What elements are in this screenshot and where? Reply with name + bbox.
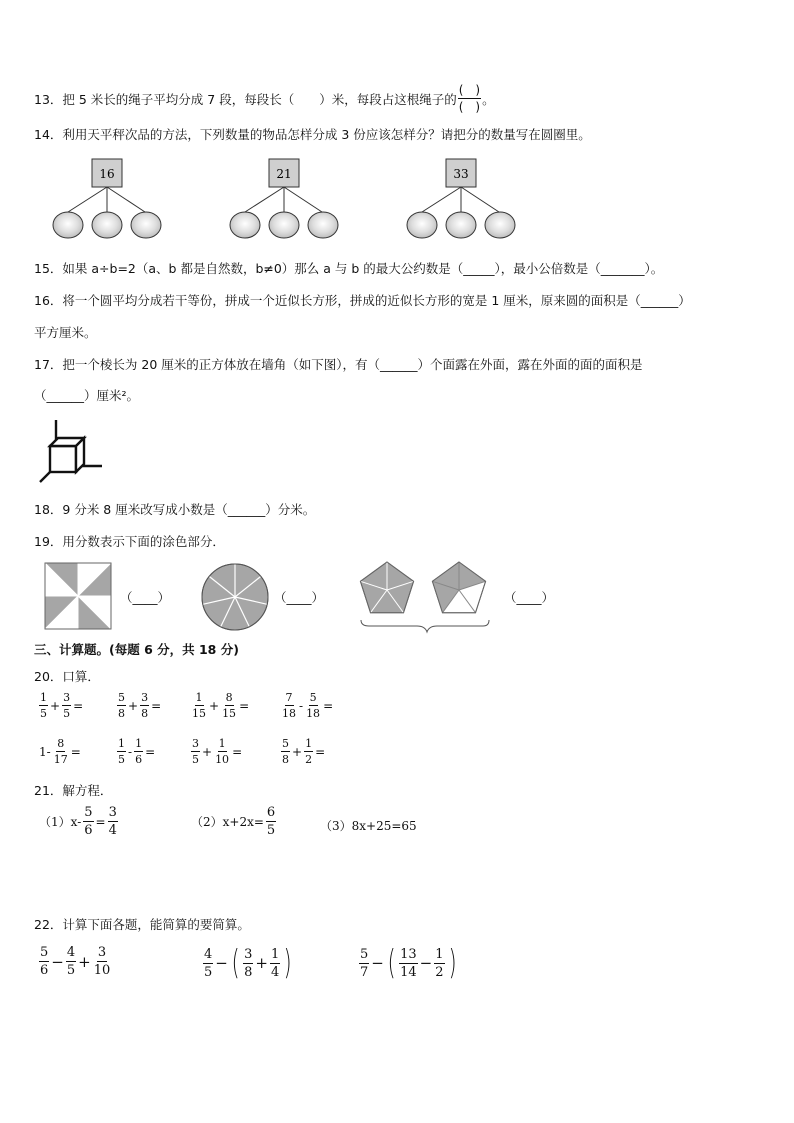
expression-1: $\frac{5}{6}$ − $\frac{4}{5}$ + $\frac{3}{10}$ (40, 945, 111, 978)
oral-calc-item: $\frac{5}{8}$ + $\frac{1}{2}$ = (282, 737, 326, 766)
tree-label: 21 (276, 167, 292, 181)
answer-circle[interactable] (269, 212, 299, 238)
answer-circle[interactable] (485, 212, 515, 238)
shaded-square-figure (44, 562, 112, 630)
answer-circle[interactable] (230, 212, 260, 238)
oral-calc-item: $\frac{5}{8}$ + $\frac{3}{8}$ = (118, 691, 162, 720)
question-20-text: 20．口算． (34, 669, 100, 684)
tree-label: 33 (453, 167, 469, 181)
answer-circle[interactable] (446, 212, 476, 238)
shaded-circle-figure (200, 562, 270, 632)
question-14-text: 14．利用天平秤次品的方法，下列数量的物品怎样分成 3 份应该怎样分？请把分的数量写在圆圈里。 (34, 127, 591, 142)
tree-33 (407, 159, 515, 238)
oral-calc-item: $\frac{1}{5}$ - $\frac{1}{6}$ = (118, 737, 156, 766)
oral-calc-item: $\frac{1}{15}$ + $\frac{8}{15}$ = (192, 691, 250, 720)
question-13: 13．把 5 米长的绳子平均分成 7 段，每段长（ ）米，每段占这根绳子的 $\frac{( )}{( )}$ 。 (34, 83, 495, 114)
answer-blank-2[interactable]: （____） (274, 590, 325, 605)
balance-trees-figure (40, 154, 540, 244)
answer-circle[interactable] (92, 212, 122, 238)
oral-calc-item: $\frac{3}{5}$ + $\frac{1}{10}$ = (192, 737, 243, 766)
section-3-title: 三、计算题。(每题 6 分，共 18 分) (34, 642, 239, 657)
cube-in-corner-figure (38, 420, 108, 484)
answer-blank-1[interactable]: （____） (120, 590, 171, 605)
tree-label: 16 (99, 167, 115, 181)
grouping-brace (361, 620, 489, 632)
question-18-text: 18．9 分米 8 厘米改写成小数是（______）分米。 (34, 502, 316, 517)
question-16-line1: 16．将一个圆平均分成若干等份，拼成一个近似长方形，拼成的近似长方形的宽是 1 厘米，原来圆的面积是（______） (34, 293, 691, 308)
expression-3: $\frac{5}{7}$ − ( $\frac{13}{14}$ − $\frac{1}{2}$ ) (360, 943, 457, 983)
question-17-line2: （______）厘米²。 (34, 388, 140, 403)
right-paren: ) (283, 943, 292, 983)
question-19-text: 19．用分数表示下面的涂色部分． (34, 534, 225, 549)
shaded-pentagons-figure (355, 560, 495, 634)
right-paren: ) (448, 943, 457, 983)
oral-calc-item: 1- $\frac{8}{17}$ = (39, 737, 81, 766)
equation-3: （3）8x+25=65 (320, 819, 417, 833)
answer-circle[interactable] (308, 212, 338, 238)
answer-blank-3[interactable]: （____） (504, 590, 555, 605)
equation-1: （1）x- $\frac{5}{6}$ = $\frac{3}{4}$ (39, 805, 117, 838)
tree-21 (230, 159, 338, 238)
expression-2: $\frac{4}{5}$ − ( $\frac{3}{8}$ + $\frac{1}{4}$ ) (204, 943, 292, 983)
answer-circle[interactable] (407, 212, 437, 238)
equation-2: （2）x+2x= $\frac{6}{5}$ (191, 805, 276, 838)
tree-16 (53, 159, 161, 238)
question-13-text: 13．把 5 米长的绳子平均分成 7 段，每段长（ ）米，每段占这根绳子的 (34, 91, 457, 107)
answer-circle[interactable] (131, 212, 161, 238)
oral-calc-item: $\frac{7}{18}$ - $\frac{5}{18}$ = (282, 691, 334, 720)
left-paren: ( (231, 943, 240, 983)
question-22-text: 22．计算下面各题，能简算的要简算。 (34, 917, 250, 932)
question-16-line2: 平方厘米。 (34, 325, 97, 340)
blank-fraction: $\frac{( )}{( )}$ (458, 83, 481, 114)
question-15-text: 15．如果 a÷b=2（a、b 都是自然数，b≠0）那么 a 与 b 的最大公约数是（_____），最小公倍数是（_______）。 (34, 261, 664, 276)
question-17-line1: 17．把一个棱长为 20 厘米的正方体放在墙角（如下图），有（______）个面露在外面，露在外面的面的面积是 (34, 357, 643, 372)
answer-circle[interactable] (53, 212, 83, 238)
question-21-text: 21．解方程． (34, 783, 113, 798)
left-paren: ( (387, 943, 396, 983)
oral-calc-item: $\frac{1}{5}$ + $\frac{3}{5}$ = (40, 691, 84, 720)
